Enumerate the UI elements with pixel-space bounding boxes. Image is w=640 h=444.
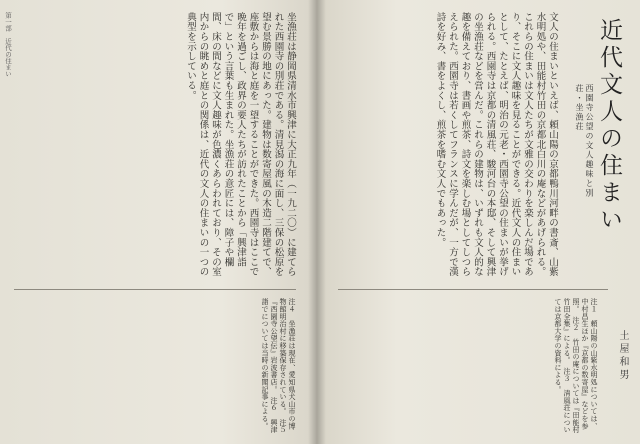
left-footnotes: 注４ 坐漁荘は現在、愛知県犬山市の博物館明治村に移築保存されている。 注５ 『西園寺公望伝』岩波書店。 注６ 興津詣でについては当時の新聞記事による。 bbox=[261, 298, 296, 441]
right-body-text: 文人の住まいといえば、頼山陽の京都鴨川河畔の書斎、山紫水明処や、田能村竹田の京都北白川の庵などがあげられる。これらの住まいは文人たちが文雅の交わりを楽しんだ場であり、そこに文人趣味を見ることができる。近代文人の住まいとして、たとえば、明治の元老・西園寺公望の住まいが挙げられる。西園寺は京都の清風荘、駿河台の本邸、そして興津の坐漁荘などを営んだ。これらの建物は、いずれも文人的な趣を備えており、書画や煎茶、詩文を楽しむ場としてしつらえられた。西園寺は若くしてフランスに学んだが、一方で漢詩を好み、書をよくし、煎茶を嗜む文人でもあった。 bbox=[434, 12, 558, 277]
article-title: 近代文人の住まい bbox=[596, 18, 622, 234]
running-head: 第一部 近代の住まい bbox=[4, 12, 12, 77]
article-subtitle: 西園寺公望の文人趣味と別荘・坐漁荘 bbox=[575, 84, 594, 198]
left-page bbox=[0, 0, 316, 444]
book-gutter bbox=[308, 0, 326, 444]
footnote-divider bbox=[338, 289, 608, 290]
right-page bbox=[316, 0, 640, 444]
author-name: 土屋和男 bbox=[617, 330, 628, 382]
left-body-text: 坐漁荘は静岡県清水市興津に大正九年（一九二〇）に建てられた西園寺の別荘である。清見潟の海に面し、三保の松原を望む景勝の地にあった。建物は数寄屋風の木造二階建てで、座敷からは海と庭を一望することができた。西園寺はここで晩年を過ごし、政界の要人たちが訪れたことから「興津詣で」という言葉も生まれた。坐漁荘の意匠には、障子や欄間、床の間などに文人趣味が色濃くあらわれており、その室内からの眺めと庭との関係は、近代の文人の住まいの一つの典型を示している。 bbox=[185, 12, 296, 277]
footnote-divider bbox=[14, 289, 296, 290]
right-footnotes: 注１ 頼山陽の山紫水明処については、中村昌生ほか『京都の数寄屋』などを参照。 注２ 竹田の庵については『田能村竹田全集』による。 注３ 清風荘については京都大学の資料による。 bbox=[554, 298, 598, 434]
